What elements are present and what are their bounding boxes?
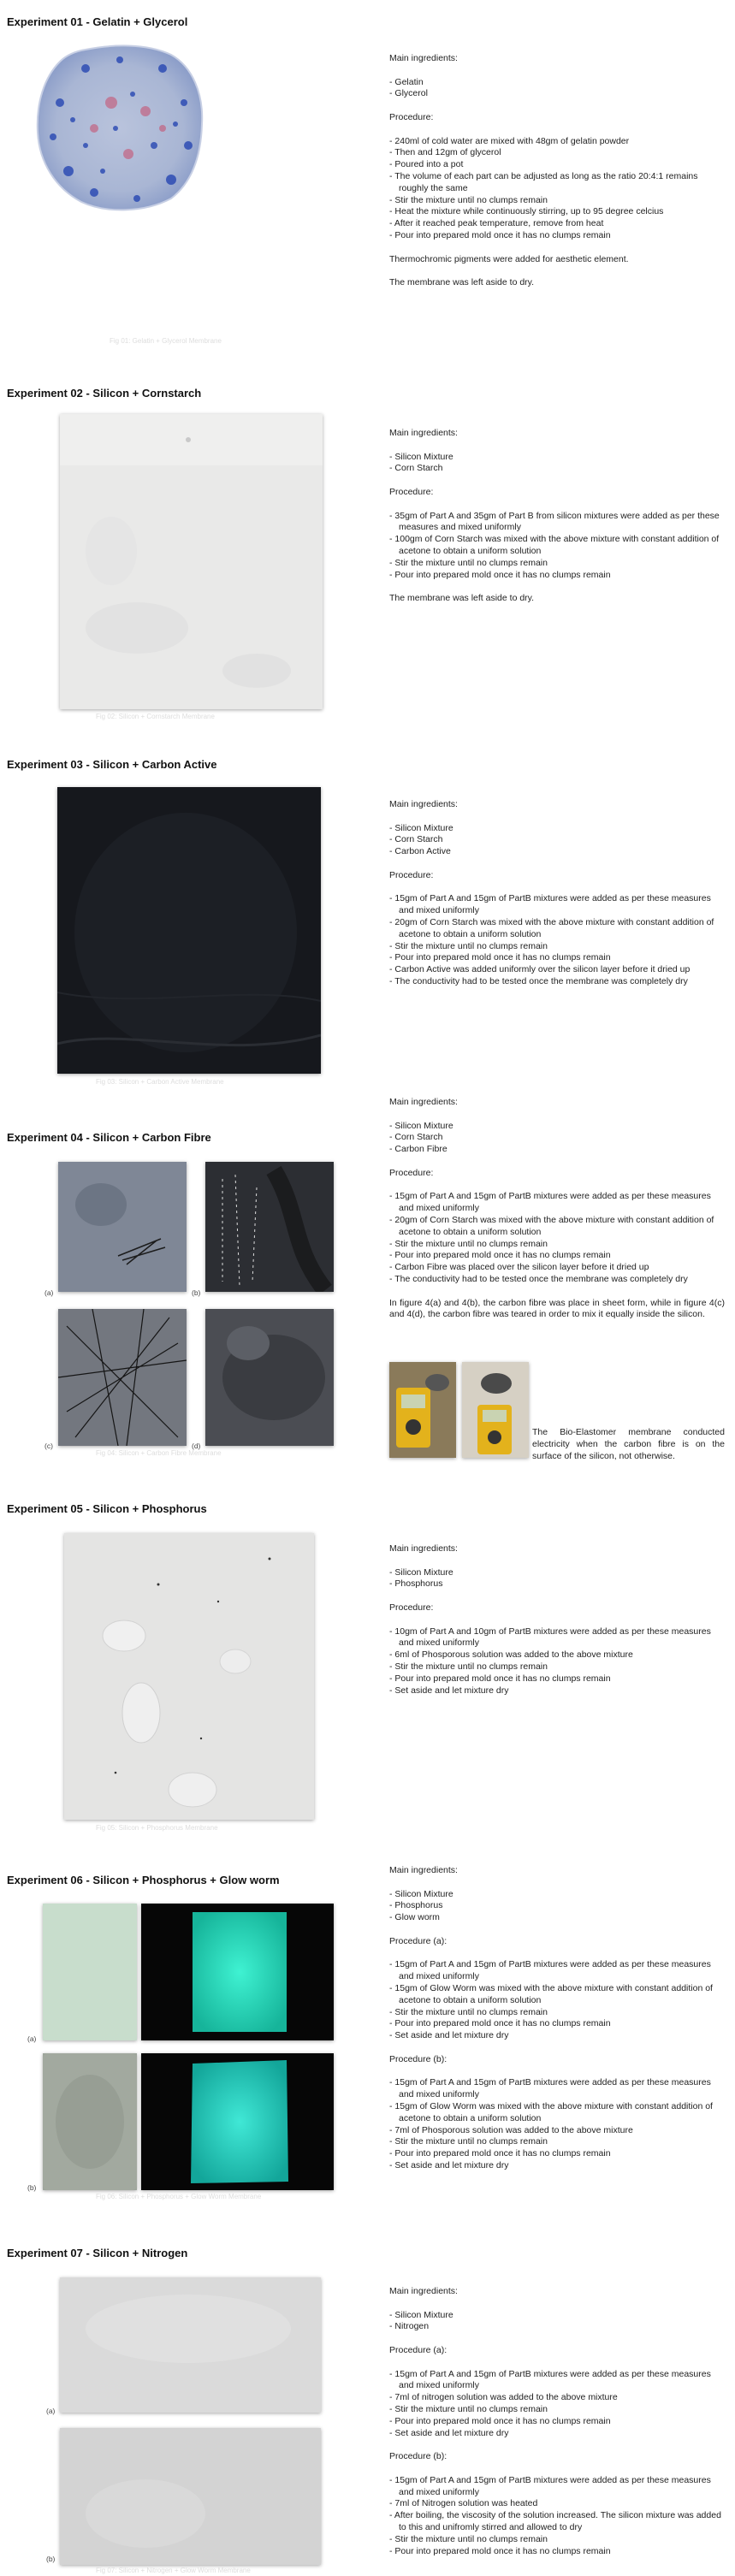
figure-label-d: (d)	[192, 1442, 201, 1450]
procedure-step: - The volume of each part can be adjusted as long as the ratio 20:4:1 remains roughly the same	[389, 170, 698, 193]
ingredient-item: - Silicon Mixture	[389, 451, 453, 462]
procedure-a-label: Procedure (a):	[389, 1935, 448, 1946]
procedure-step: - Stir the mixture until no clumps remain	[389, 940, 548, 951]
procedure-step: - Stir the mixture until no clumps remain	[389, 557, 548, 568]
figure-label-b: (b)	[46, 2555, 56, 2563]
figure-caption: Fig 02: Silicon + Cornstarch Membrane	[96, 713, 215, 720]
procedure-step: - After it reached peak temperature, remove from heat	[389, 218, 604, 229]
procedure-step: - 100gm of Corn Starch was mixed with the above mixture with constant addition of acetone to obtain a uniform solution	[389, 534, 720, 556]
note: The Bio-Elastomer membrane conducted electricity when the carbon fibre is on the surface of the silicon, not otherwise.	[532, 1427, 725, 1461]
note: The membrane was left aside to dry.	[389, 593, 535, 604]
experiment-07-title: Experiment 07 - Silicon + Nitrogen	[7, 2247, 188, 2259]
procedure-step: - 10gm of Part A and 10gm of PartB mixtures were added as per these measures and mixed uniformly	[389, 1626, 711, 1649]
ingredients-label: Main ingredients:	[389, 1543, 458, 1554]
procedure-step: - Set aside and let mixture dry	[389, 2030, 509, 2041]
figure-label-b: (b)	[192, 1288, 201, 1297]
experiment-03-title: Experiment 03 - Silicon + Carbon Active	[7, 758, 217, 771]
ingredient-item: - Corn Starch	[389, 1132, 443, 1143]
ingredient-item: - Silicon Mixture	[389, 1566, 453, 1578]
experiment-05-description	[389, 1543, 725, 1697]
experiment-02-description	[389, 428, 725, 605]
procedure-step: - Set aside and let mixture dry	[389, 2159, 509, 2170]
figure-label-a: (a)	[46, 2407, 56, 2415]
procedure-step: - Stir the mixture until no clumps remain	[389, 1238, 548, 1249]
carbon-fibre-photo-d	[205, 1309, 334, 1446]
procedure-step: - Carbon Active was added uniformly over the silicon layer before it dried up	[389, 964, 691, 975]
ingredient-item: - Silicon Mixture	[389, 1888, 453, 1899]
carbon-active-membrane-photo	[57, 787, 321, 1074]
procedure-step: - Poured into a pot	[389, 159, 464, 170]
experiment-05-title: Experiment 05 - Silicon + Phosphorus	[7, 1502, 207, 1515]
procedure-label: Procedure:	[389, 869, 434, 880]
experiment-01-title: Experiment 01 - Gelatin + Glycerol	[7, 15, 188, 28]
procedure-step: - 15gm of Part A and 15gm of PartB mixtures were added as per these measures and mixed uniformly	[389, 2368, 711, 2391]
ingredient-item: - Phosphorus	[389, 1900, 443, 1911]
procedure-step: - Pour into prepared mold once it has no clumps remain	[389, 1250, 611, 1261]
conductivity-note-container	[532, 1427, 725, 1465]
nitrogen-membrane-photo-a	[60, 2277, 321, 2413]
procedure-step: - Pour into prepared mold once it has no clumps remain	[389, 569, 611, 580]
procedure-a-label: Procedure (a):	[389, 2344, 448, 2355]
procedure-step: - 35gm of Part A and 35gm of Part B from silicon mixtures were added as per these measures and mixed uniformly	[389, 510, 720, 533]
procedure-step: - 15gm of Part A and 15gm of PartB mixtures were added as per these measures and mixed uniformly	[389, 1959, 711, 1982]
procedure-step: - Stir the mixture until no clumps remain	[389, 194, 548, 205]
procedure-step: - 15gm of Part A and 15gm of PartB mixtures were added as per these measures and mixed uniformly	[389, 2474, 711, 2497]
experiment-01-description	[389, 53, 725, 289]
ingredient-item: - Silicon Mixture	[389, 1120, 453, 1131]
glow-worm-photo-a-light	[43, 1904, 137, 2040]
carbon-fibre-photo-b	[205, 1162, 334, 1292]
figure-label-c: (c)	[44, 1442, 53, 1450]
procedure-step: - 15gm of Glow Worm was mixed with the above mixture with constant addition of acetone to obtain a uniform solution	[389, 1982, 713, 2005]
procedure-step: - 20gm of Corn Starch was mixed with the above mixture with constant addition of acetone to obtain a uniform solution	[389, 1214, 714, 1237]
procedure-step: - 7ml of nitrogen solution was added to the above mixture	[389, 2392, 618, 2403]
cornstarch-membrane-photo	[60, 414, 323, 709]
procedure-step: - Stir the mixture until no clumps remain	[389, 1661, 548, 1672]
note: In figure 4(a) and 4(b), the carbon fibre was place in sheet form, while in figure 4(c) and 4(d), the carbon fibre was teared in order to mix it equally inside the silicon.	[389, 1297, 725, 1320]
experiment-03-description	[389, 799, 725, 988]
figure-caption: Fig 06: Silicon + Phosphorus + Glow Worm Membrane	[96, 2193, 262, 2200]
procedure-step: - 15gm of Glow Worm was mixed with the above mixture with constant addition of acetone to obtain a uniform solution	[389, 2100, 713, 2123]
experiment-04-description	[389, 1097, 725, 1321]
procedure-step: - Set aside and let mixture dry	[389, 1685, 509, 1696]
ingredients-label: Main ingredients:	[389, 53, 458, 63]
ingredient-item: - Glow worm	[389, 1912, 440, 1923]
procedure-label: Procedure:	[389, 1167, 434, 1178]
ingredient-item: - Corn Starch	[389, 834, 443, 845]
ingredients-label: Main ingredients:	[389, 1865, 458, 1875]
figure-caption: Fig 07: Silicon + Nitrogen + Glow Worm Membrane	[96, 2567, 251, 2574]
procedure-step: - Heat the mixture while continuously stirring, up to 95 degree celcius	[389, 206, 664, 217]
ingredient-item: - Silicon Mixture	[389, 822, 453, 833]
procedure-step: - Stir the mixture until no clumps remain	[389, 2136, 548, 2147]
procedure-step: - Stir the mixture until no clumps remain	[389, 2403, 548, 2414]
procedure-step: - After boiling, the viscosity of the solution increased. The silicon mixture was added to this and unifromly stirred and allowed to dry	[389, 2510, 721, 2532]
procedure-step: - 6ml of Phosporous solution was added to the above mixture	[389, 1649, 633, 1661]
procedure-step: - Pour into prepared mold once it has no clumps remain	[389, 2148, 611, 2159]
procedure-step: - Pour into prepared mold once it has no clumps remain	[389, 1673, 611, 1684]
procedure-step: - 240ml of cold water are mixed with 48gm of gelatin powder	[389, 135, 630, 146]
ingredient-item: - Nitrogen	[389, 2321, 430, 2332]
note: Thermochromic pigments were added for aesthetic element.	[389, 253, 629, 264]
procedure-step: - 7ml of Nitrogen solution was heated	[389, 2498, 538, 2509]
ingredient-item: - Glycerol	[389, 88, 428, 99]
procedure-step: - The conductivity had to be tested once the membrane was completely dry	[389, 975, 688, 986]
figure-label-a: (a)	[44, 1288, 54, 1297]
ingredient-item: - Silicon Mixture	[389, 2309, 453, 2320]
ingredients-label: Main ingredients:	[389, 2286, 458, 2296]
procedure-step: - 15gm of Part A and 15gm of PartB mixtures were added as per these measures and mixed uniformly	[389, 1191, 711, 1214]
ingredient-item: - Gelatin	[389, 76, 424, 87]
procedure-b-label: Procedure (b):	[389, 2053, 448, 2064]
procedure-step: - Pour into prepared mold once it has no clumps remain	[389, 2415, 611, 2426]
procedure-step: - Stir the mixture until no clumps remain	[389, 2006, 548, 2017]
ingredients-label: Main ingredients:	[389, 1097, 458, 1107]
procedure-step: - 20gm of Corn Starch was mixed with the above mixture with constant addition of acetone to obtain a uniform solution	[389, 916, 714, 939]
experiment-06-title: Experiment 06 - Silicon + Phosphorus + Glow worm	[7, 1874, 280, 1886]
procedure-step: - 7ml of Phosporous solution was added to the above mixture	[389, 2124, 633, 2135]
glow-worm-photo-b-light	[43, 2053, 137, 2190]
procedure-label: Procedure:	[389, 111, 434, 122]
procedure-step: - Pour into prepared mold once it has no clumps remain	[389, 2018, 611, 2029]
procedure-step: - Pour into prepared mold once it has no clumps remain	[389, 2545, 611, 2556]
procedure-step: - 15gm of Part A and 15gm of PartB mixtures were added as per these measures and mixed uniformly	[389, 893, 711, 916]
conductivity-test-photo-1	[389, 1362, 456, 1458]
procedure-step: - Then and 12gm of glycerol	[389, 147, 501, 158]
carbon-fibre-photo-a	[58, 1162, 187, 1292]
gelatin-membrane-photo	[34, 43, 205, 214]
ingredients-label: Main ingredients:	[389, 799, 458, 809]
glow-worm-photo-a-glow	[141, 1904, 334, 2040]
procedure-step: - 15gm of Part A and 15gm of PartB mixtures were added as per these measures and mixed uniformly	[389, 2077, 711, 2100]
experiment-02-title: Experiment 02 - Silicon + Cornstarch	[7, 387, 202, 400]
figure-caption: Fig 03: Silicon + Carbon Active Membrane	[96, 1078, 224, 1086]
figure-caption: Fig 04: Silicon + Carbon Fibre Membrane	[96, 1449, 222, 1457]
figure-caption: Fig 05: Silicon + Phosphorus Membrane	[96, 1824, 218, 1832]
experiment-06-description	[389, 1865, 725, 2172]
ingredient-item: - Phosphorus	[389, 1578, 443, 1590]
ingredient-item: - Corn Starch	[389, 463, 443, 474]
phosphorus-membrane-photo	[64, 1533, 314, 1820]
procedure-step: - The conductivity had to be tested once the membrane was completely dry	[389, 1273, 688, 1284]
procedure-step: - Set aside and let mixture dry	[389, 2427, 509, 2438]
figure-caption: Fig 01: Gelatin + Glycerol Membrane	[110, 337, 222, 345]
nitrogen-membrane-photo-b	[60, 2428, 321, 2565]
procedure-b-label: Procedure (b):	[389, 2451, 448, 2462]
procedure-step: - Pour into prepared mold once it has no clumps remain	[389, 229, 611, 240]
glow-worm-photo-b-glow	[141, 2053, 334, 2190]
experiment-07-description	[389, 2286, 725, 2576]
procedure-step: - Carbon Fibre was placed over the silicon layer before it dried up	[389, 1262, 649, 1273]
ingredient-item: - Carbon Fibre	[389, 1144, 448, 1155]
procedure-label: Procedure:	[389, 1602, 434, 1613]
conductivity-test-photo-2	[462, 1362, 529, 1458]
ingredients-label: Main ingredients:	[389, 428, 458, 438]
procedure-step: - Stir the mixture until no clumps remain	[389, 2533, 548, 2544]
figure-label-a: (a)	[27, 2034, 37, 2043]
procedure-label: Procedure:	[389, 486, 434, 497]
figure-label-b: (b)	[27, 2183, 37, 2192]
carbon-fibre-photo-c	[58, 1309, 187, 1446]
ingredient-item: - Carbon Active	[389, 846, 451, 857]
note: The membrane was left aside to dry.	[389, 277, 535, 288]
experiment-04-title: Experiment 04 - Silicon + Carbon Fibre	[7, 1131, 211, 1144]
procedure-step: - Pour into prepared mold once it has no clumps remain	[389, 952, 611, 963]
